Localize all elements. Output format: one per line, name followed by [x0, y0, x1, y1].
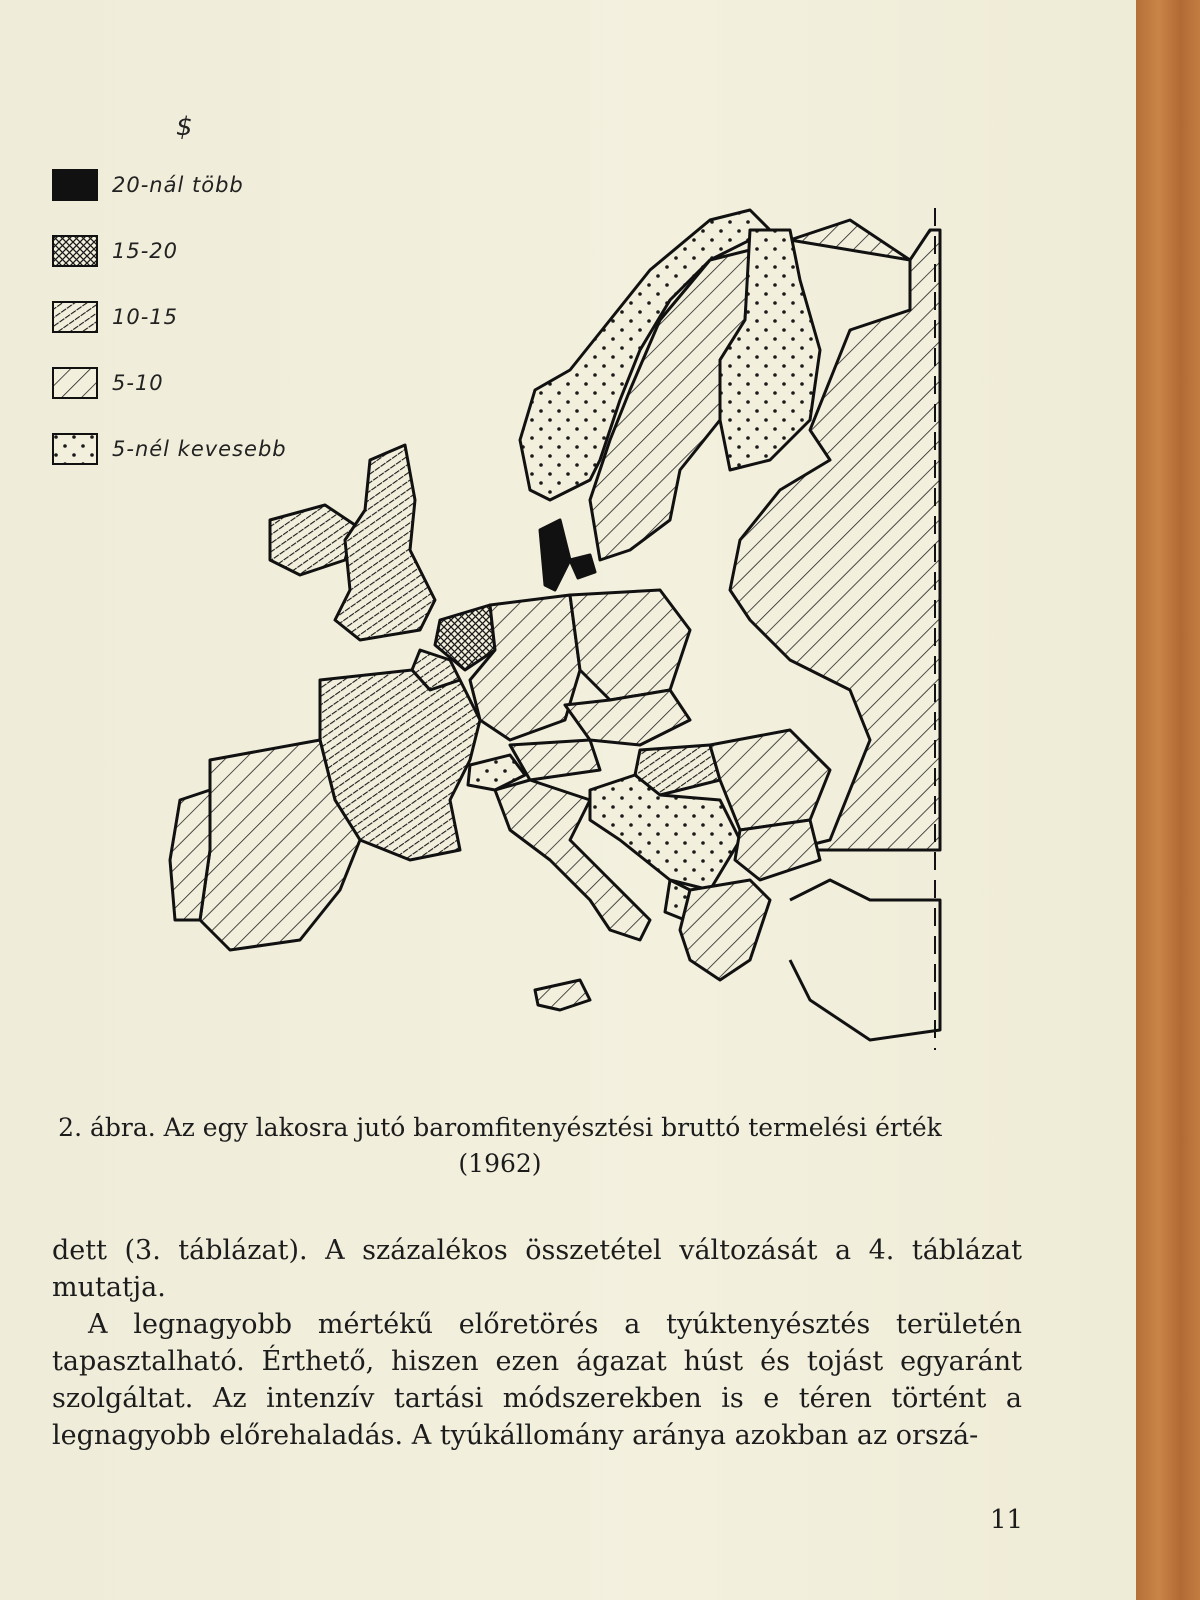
region-denmark — [540, 520, 570, 590]
paragraph-2: A legnagyobb mértékű előretörés a tyúktenyésztés területén tapasztalható. Érthető, hiszen ezen ágazat húst és tojást egyaránt szolgáltat. Az intenzív tartási módszerekben is e téren történt a legnagyobb előrehaladás. A tyúkállomány aránya azokban az orszá- — [52, 1309, 1022, 1451]
europe-map-svg — [150, 200, 1030, 1080]
region-ireland — [270, 505, 355, 575]
region-denmark-island — [570, 555, 595, 578]
region-sicily — [535, 980, 590, 1010]
region-poland — [570, 590, 690, 700]
figure-caption-line2: (1962) — [458, 1149, 542, 1178]
figure-caption — [0, 1110, 1000, 1182]
legend-unit-label: $ — [176, 112, 193, 142]
legend-swatch-crosshatch — [52, 235, 98, 267]
page-number: 11 — [990, 1505, 1024, 1535]
legend-swatch-solid — [52, 169, 98, 201]
region-uk — [335, 445, 435, 640]
legend-label-15-20: 15-20 — [112, 239, 179, 263]
legend-label-5-10: 5-10 — [112, 371, 164, 395]
wooden-table-edge — [1136, 0, 1200, 1600]
legend-label-under-5: 5-nél kevesebb — [112, 437, 287, 461]
region-bulgaria — [735, 820, 820, 880]
paragraph-1: dett (3. táblázat). A százalékos összetétel változását a 4. táblázat mutatja. — [52, 1235, 1022, 1303]
body-text — [52, 1232, 1022, 1454]
region-portugal — [170, 790, 210, 920]
region-czechoslovakia — [565, 690, 690, 745]
legend-swatch-diagonal — [52, 367, 98, 399]
legend-swatch-dots — [52, 433, 98, 465]
region-greece — [680, 880, 770, 980]
europe-map — [150, 200, 1030, 1080]
region-turkey-outline — [790, 880, 940, 1040]
legend-label-10-15: 10-15 — [112, 305, 179, 329]
legend-swatch-dense-hatch — [52, 301, 98, 333]
figure-caption-line1: 2. ábra. Az egy lakosra jutó baromfitenyésztési bruttó termelési érték — [58, 1113, 942, 1142]
legend-label-over-20: 20-nál több — [112, 173, 244, 197]
